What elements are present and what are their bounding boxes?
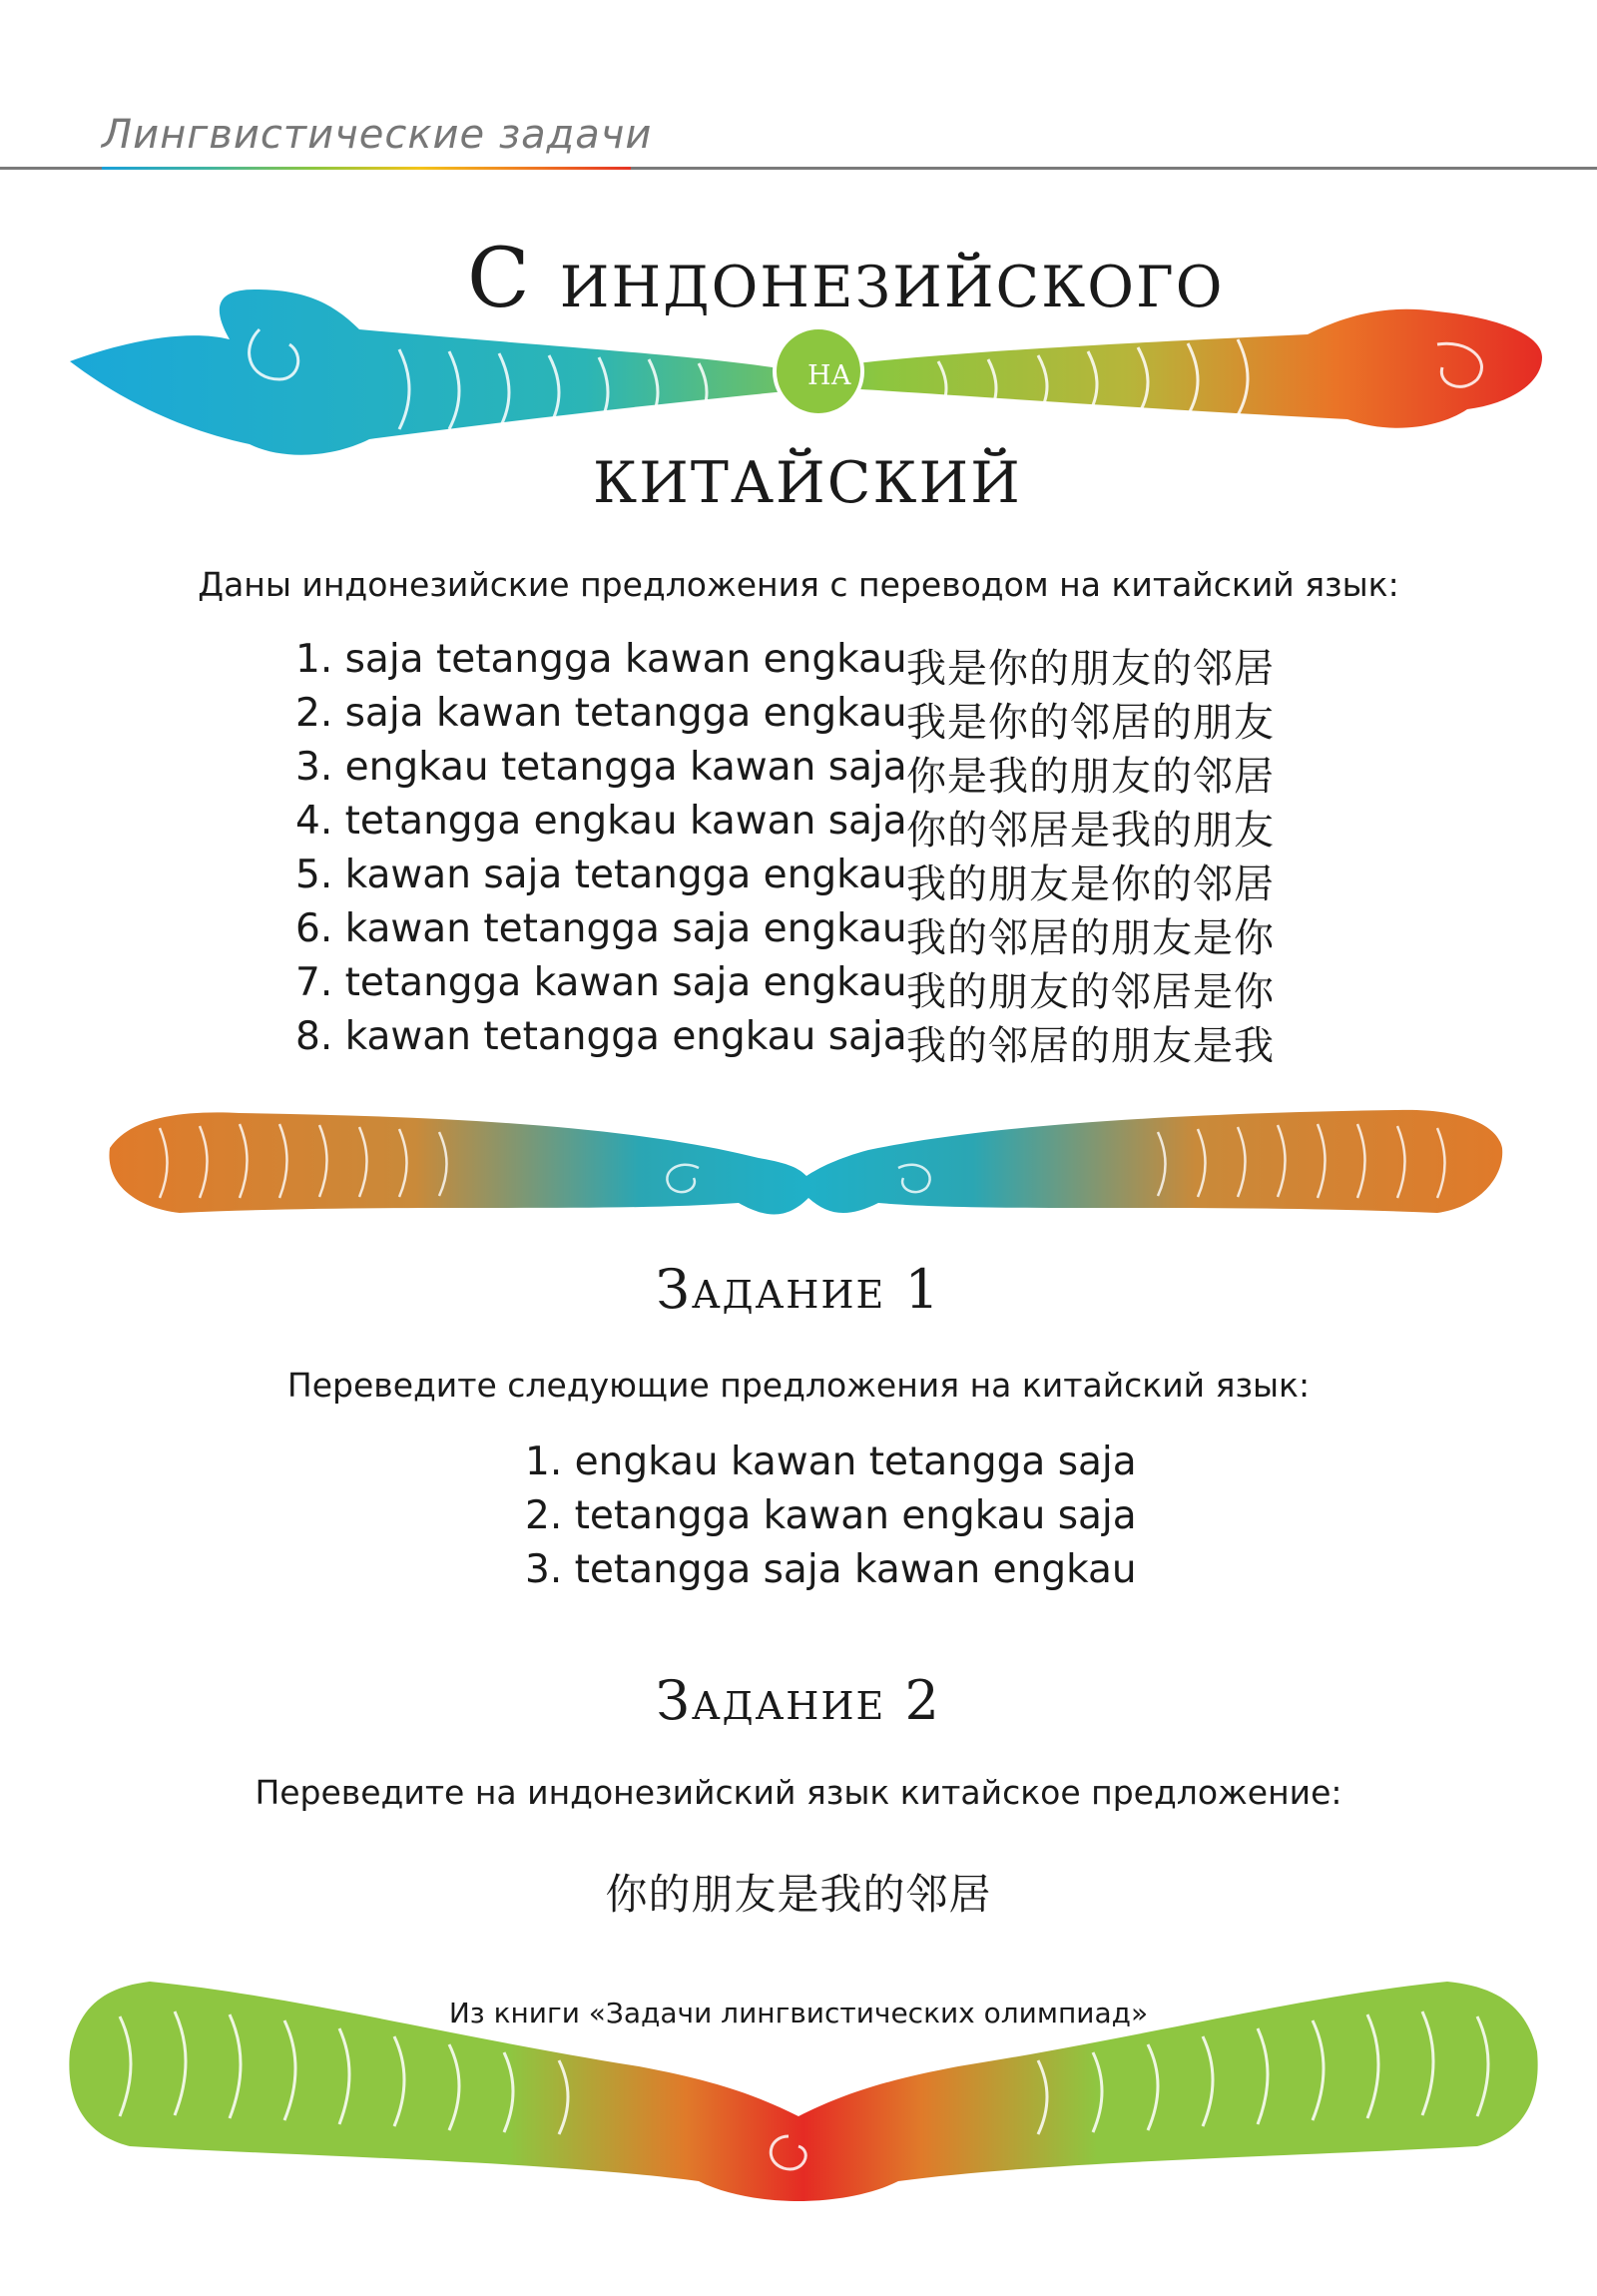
task-1-title: Задание 1 [656,1258,941,1321]
chinese-translation: 你的邻居是我的朋友 [906,808,1275,854]
title-connector: на [807,349,851,393]
indonesian-sentence: 1. saja tetangga kawan engkau [295,637,907,682]
chinese-translation: 我是你的朋友的邻居 [906,646,1275,692]
section-header: Лингвистические задачи [102,112,653,158]
indonesian-sentence: 5. kawan saja tetangga engkau [295,853,907,897]
title-line-2: китайский [593,427,1022,522]
intro-text: Даны индонезийские предложения с переводом на китайский язык: [198,565,1399,604]
indonesian-sentence: 7. tetangga kawan saja engkau [295,960,907,1005]
indonesian-sentence: 8. kawan tetangga engkau saja [295,1014,907,1059]
chinese-translation: 你是我的朋友的邻居 [906,754,1275,800]
chinese-translation: 我是你的邻居的朋友 [906,700,1275,746]
chinese-translation: 我的邻居的朋友是我 [906,1023,1275,1069]
task-1-item: 3. tetangga saja kawan engkau [525,1547,1137,1592]
chinese-translation: 我的邻居的朋友是你 [906,915,1275,961]
task-2-sentence: 你的朋友是我的邻居 [605,1870,992,1919]
indonesian-sentence: 2. saja kawan tetangga engkau [295,691,907,736]
task-2-instruction: Переведите на индонезийский язык китайское предложение: [255,1773,1342,1812]
chinese-translation: 我的朋友是你的邻居 [906,861,1275,907]
task-2-title: Задание 2 [656,1669,941,1732]
indonesian-sentence: 4. tetangga engkau kawan saja [295,799,907,844]
chinese-translation: 我的朋友的邻居是你 [906,969,1275,1015]
task-1-item: 1. engkau kawan tetangga saja [525,1439,1137,1484]
indonesian-sentence: 3. engkau tetangga kawan saja [295,745,907,790]
title-line-1: С индонезийского [467,232,1225,326]
task-1-item: 2. tetangga kawan engkau saja [525,1493,1137,1538]
source-citation: Из книги «Задачи лингвистических олимпиад» [448,1997,1149,2029]
indonesian-sentence: 6. kawan tetangga saja engkau [295,906,907,951]
middle-cloud-ornament [109,1110,1502,1215]
task-1-instruction: Переведите следующие предложения на китайский язык: [286,1366,1311,1405]
